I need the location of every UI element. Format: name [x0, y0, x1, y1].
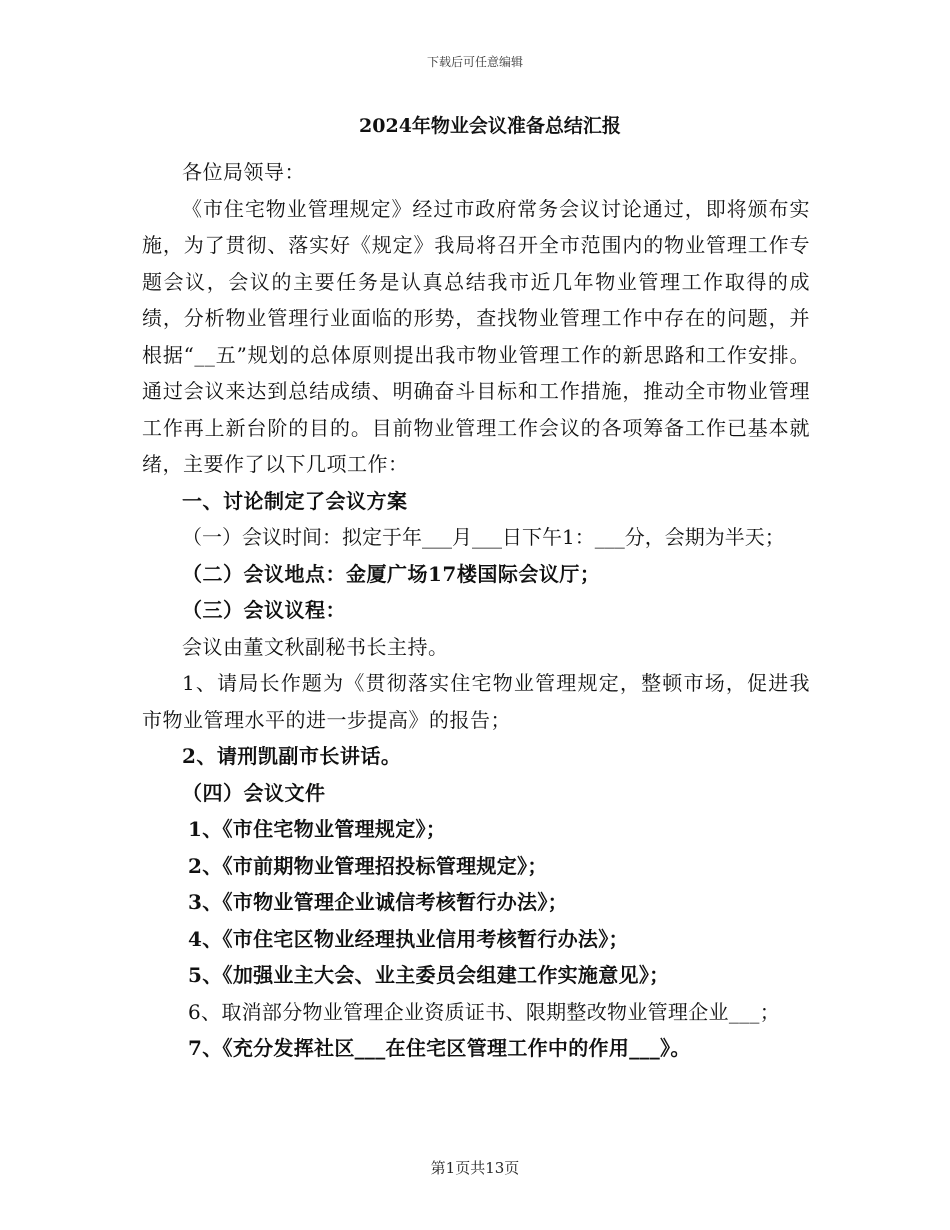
salutation: 各位局领导： [182, 160, 305, 184]
page-footer: 第1页共13页 [430, 1159, 520, 1177]
meeting-time: （一）会议时间：拟定于年___月___日下午1：___分，会期为半天； [182, 525, 785, 549]
meeting-host: 会议由董文秋副秘书长主持。 [182, 634, 449, 659]
page-header: 下载后可任意编辑 [426, 55, 523, 69]
document-item-7: 7、《充分发挥社区___在住宅区管理工作中的作用___》。 [188, 1036, 691, 1060]
document-item-3: 3、《市物业管理企业诚信考核暂行办法》； [188, 890, 568, 914]
document-item-4: 4、《市住宅区物业经理执业信用考核暂行办法》； [188, 926, 629, 951]
meeting-agenda-heading: （三）会议议程： [182, 598, 346, 622]
document-item-5: 5、《加强业主大会、业主委员会组建工作实施意见》； [188, 963, 670, 987]
document-item-6: 6、取消部分物业管理企业资质证书、限期整改物业管理企业___； [188, 999, 781, 1024]
document-body [142, 112, 810, 1067]
document-item-1: 1、《市住宅物业管理规定》； [188, 817, 447, 841]
document-item-2: 2、《市前期物业管理招投标管理规定》； [188, 853, 548, 878]
intro-paragraph: 《市住宅物业管理规定》经过市政府常务会议讨论通过，即将颁布实施，为了贯彻、落实好《规定》我局将召开全市范围内的物业管理工作专题会议，会议的主要任务是认真总结我市近几年物业管理工作取得的成绩，分析物业管理行业面临的形势，查找物业管理工作中存在的问题，并根据“__五”规划的总体原则提出我市物业管理工作的新思路和工作安排。通过会议来达到总结成绩、明确奋斗目标和工作措施，推动全市物业管理工作再上新台阶的目的。目前物业管理工作会议的各项筹备工作已基本就绪，主要作了以下几项工作： [142, 196, 810, 476]
meeting-documents-heading: （四）会议文件 [182, 780, 326, 805]
document-title: 2024年物业会议准备总结汇报 [359, 115, 621, 137]
section-heading: 一、讨论制定了会议方案 [182, 488, 408, 513]
agenda-item-1: 1、请局长作题为《贯彻落实住宅物业管理规定，整顿市场，促进我市物业管理水平的进一步提高》的报告； [142, 671, 810, 732]
meeting-location: （二）会议地点：金厦广场17楼国际会议厅； [182, 561, 601, 586]
agenda-item-2: 2、请刑凯副市长讲话。 [182, 744, 402, 768]
